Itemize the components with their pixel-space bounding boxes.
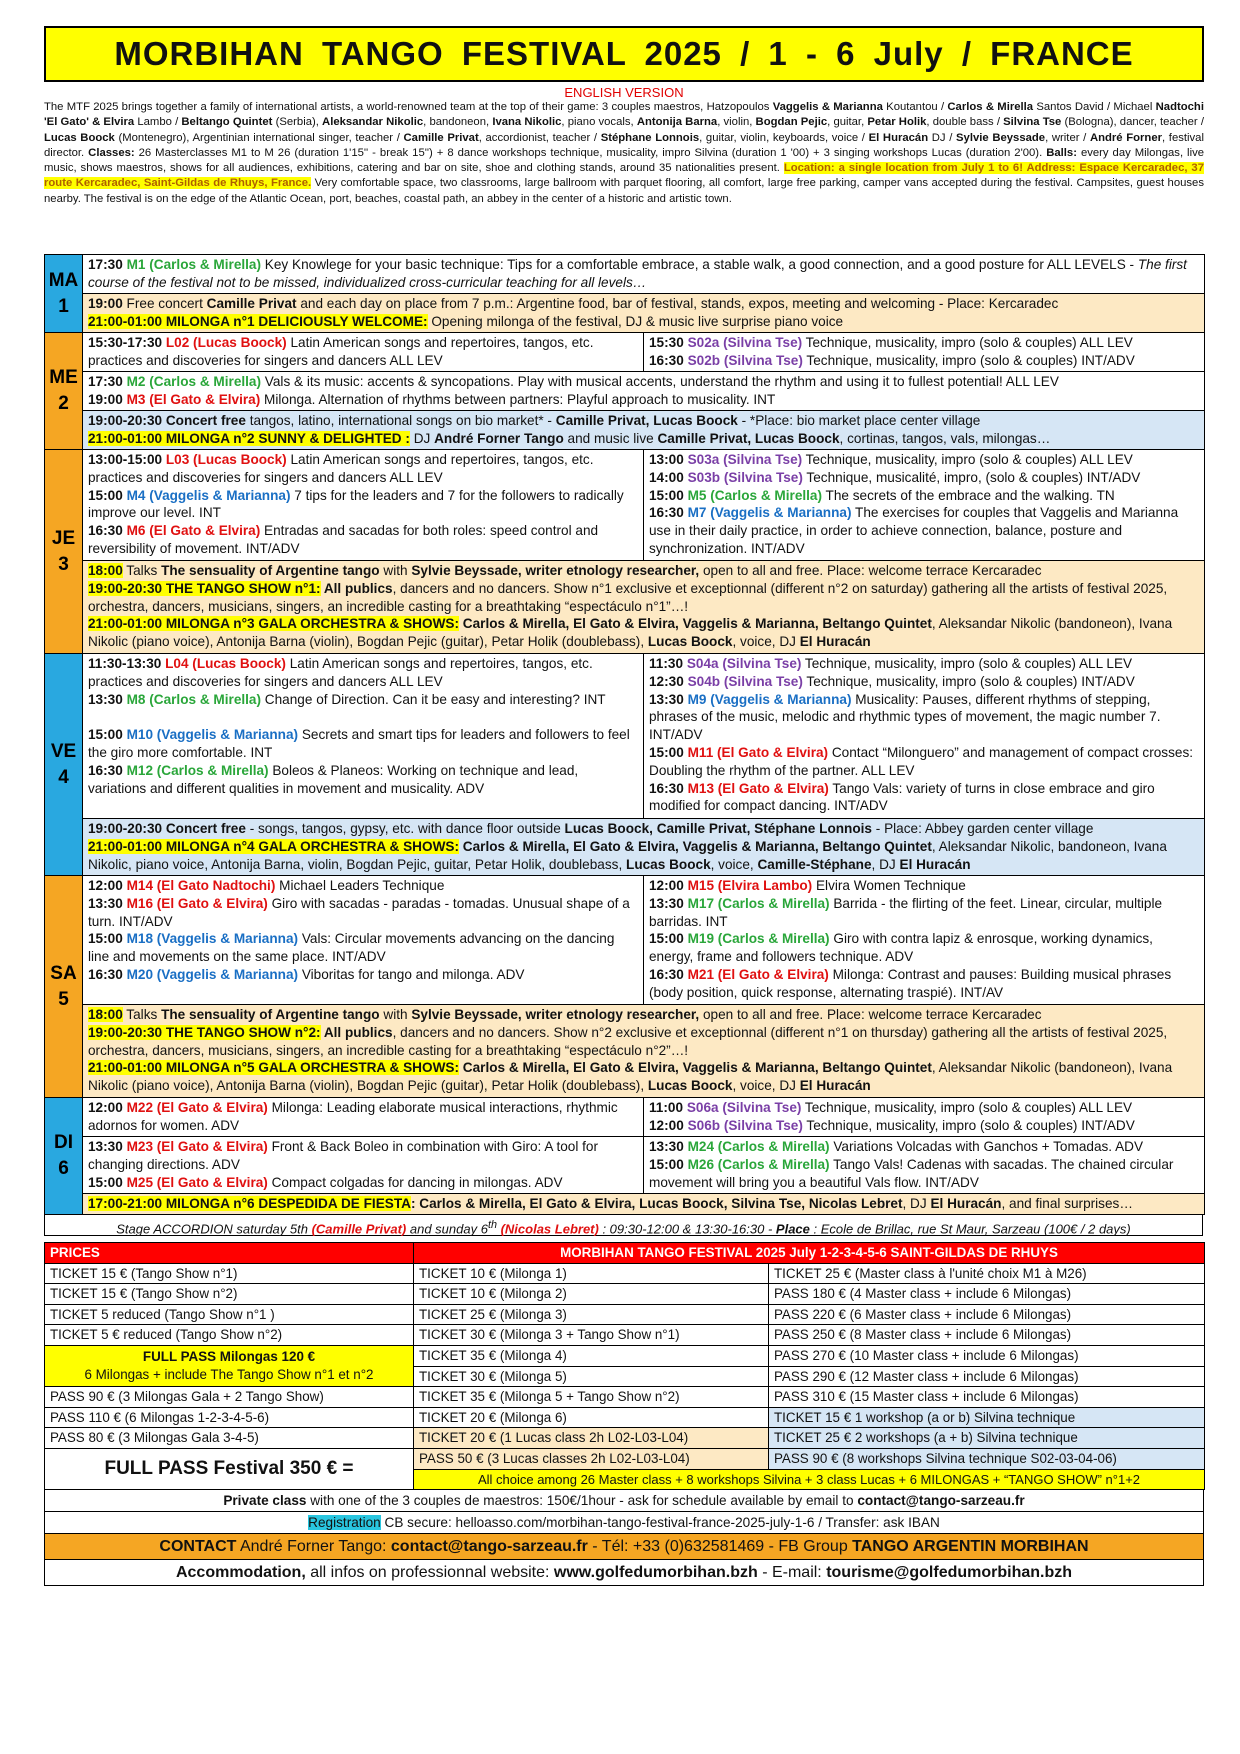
contact-line: CONTACT André Forner Tango: contact@tango-sarzeau.fr - Tél: +33 (0)632581469 - FB Group TANGO ARGENTIN MORBIHAN: [44, 1534, 1204, 1560]
price-cell: PASS 90 € (8 workshops Silvina technique S02-03-04-06): [769, 1448, 1205, 1469]
classes-je-left: 13:00-15:00 L03 (Lucas Boock) Latin American songs and repertoires, tangos, etc. practices and discoveries for singers and dancers ALL LEV 15:00 M4 (Vaggelis & Marianna) 7 tips for the leaders and 7 for the followers to radically improve our level. INT 16:30 M6 (El Gato & Elvira) Entradas and sacadas for both roles: speed control and reversibility of movement. INT/ADV: [83, 450, 644, 561]
schedule-row: [45, 294, 1205, 333]
classes-sa-left: 12:00 M14 (El Gato Nadtochi) Michael Leaders Technique 13:30 M16 (El Gato & Elvira) Giro with sacadas - paradas - tomadas. Unusual shape of a turn. INT/ADV 15:00 M18 (Vaggelis & Marianna) Vals: Circular movements advancing on the dancing line and movements on the same place. INT/ADV 16:30 M20 (Vaggelis & Marianna) Viboritas for tango and milonga. ADV: [83, 876, 644, 1005]
poster: [44, 26, 1204, 1586]
classes-m2-m3: 17:30 M2 (Carlos & Mirella) Vals & its music: accents & syncopations. Play with musical accents, understand the rhythm and using it to fullest potential! ALL LEV 19:00 M3 (El Gato & Elvira) Milonga. Alternation of rhythms between partners: Playful approach to musicality. INT: [83, 372, 1205, 411]
schedule-row: [45, 1005, 1205, 1098]
price-cell: TICKET 25 € 2 workshops (a + b) Silvina technique: [769, 1428, 1205, 1449]
workshops-di: 11:00 S06a (Silvina Tse) Technique, musicality, impro (solo & couples) ALL LEV 12:00 S06b (Silvina Tse) Technique, musicality, impro (solo & couples) INT/ADV: [644, 1098, 1205, 1137]
workshops-me: 15:30 S02a (Silvina Tse) Technique, musicality, impro (solo & couples) ALL LEV 16:30 S02b (Silvina Tse) Technique, musicality, impro (solo & couples) INT/ADV: [644, 333, 1205, 372]
price-cell: TICKET 15 € 1 workshop (a or b) Silvina technique: [769, 1407, 1205, 1428]
classes-ve-right: 11:30 S04a (Silvina Tse) Technique, musicality, impro (solo & couples) ALL LEV 12:30 S04b (Silvina Tse) Technique, musicality, impro (solo & couples) INT/ADV 13:30 M9 (Vaggelis & Marianna) Musicality: Pauses, different rhythms of stepping, phrases of the music, melodic and rhythmic types of movement, the magic number 7. INT/ADV 15:00 M11 (El Gato & Elvira) Contact “Milonguero” and management of compact crosses: Doubling the rhythm of the partner. ALL LEV 16:30 M13 (El Gato & Elvira) Tango Vals: variety of turns in close embrace and giro modified for compact dancing. INT/ADV: [644, 654, 1205, 819]
price-cell: PASS 180 € (4 Master class + include 6 Milongas): [769, 1284, 1205, 1305]
contact-email[interactable]: contact@tango-sarzeau.fr: [390, 1538, 588, 1556]
price-cell: TICKET 30 € (Milonga 5): [414, 1366, 769, 1387]
version-label: ENGLISH VERSION: [564, 85, 684, 100]
price-cell: TICKET 10 € (Milonga 1): [414, 1263, 769, 1284]
evening-ve: 19:00-20:30 Concert free - songs, tangos, gypsy, etc. with dance floor outside Lucas Boock, Camille Privat, Stéphane Lonnois - Place: Abbey garden center village 21:00-01:00 MILONGA n°4 GALA ORCHESTRA & SHOWS: Carlos & Mirella, El Gato & Elvira, Vaggelis & Marianna, Beltango Quintet, Aleksandar Nikolic, bandoneon, Ivana Nikolic, piano voice, Antonija Barna, violin, Bogdan Pejic, guitar, Petar Holik, doublebass, Lucas Boock, voice, Camille-Stéphane, DJ El Huracán: [83, 819, 1205, 876]
schedule-row: [45, 333, 1205, 372]
classes-sa-right: 12:00 M15 (Elvira Lambo) Elvira Women Technique 13:30 M17 (Carlos & Mirella) Barrida - the flirting of the feet. Linear, circular, multiple barridas. INT 15:00 M19 (Carlos & Mirella) Giro with contra lapiz & enrosque, working dynamics, energy, frame and followers technique. ADV 16:30 M21 (El Gato & Elvira) Milonga: Contrast and pauses: Building musical phrases (body position, quick response, alternating traspié). INT/AV: [644, 876, 1205, 1005]
schedule-table: [44, 254, 1205, 1215]
class-l02: 15:30-17:30 L02 (Lucas Boock) Latin American songs and repertoires, tangos, etc. practices and discoveries for singers and dancers ALL LEV: [83, 333, 644, 372]
evening-di: 17:00-21:00 MILONGA n°6 DESPEDIDA DE FIESTA: Carlos & Mirella, El Gato & Elvira, Lucas Boock, Silvina Tse, Nicolas Lebret, DJ El Huracán, and final surprises…: [83, 1194, 1205, 1215]
schedule-row: [45, 654, 1205, 819]
accommodation-line: Accommodation, all infos on professionnal website: www.golfedumorbihan.bzh - E-mail: tourisme@golfedumorbihan.bzh: [44, 1560, 1204, 1586]
price-cell: TICKET 15 € (Tango Show n°1): [45, 1263, 414, 1284]
price-cell: TICKET 15 € (Tango Show n°2): [45, 1284, 414, 1305]
full-pass-milongas: FULL PASS Milongas 120 € 6 Milongas + include The Tango Show n°1 et n°2: [45, 1345, 414, 1386]
day-cell-sa: SA 5: [45, 876, 83, 1098]
tourism-email[interactable]: tourisme@golfedumorbihan.bzh: [826, 1564, 1073, 1582]
evening-sa: 18:00 Talks The sensuality of Argentine tango with Sylvie Beyssade, writer etnology researcher, open to all and free. Place: welcome terrace Kercaradec 19:00-20:30 THE TANGO SHOW n°2: All publics, dancers and no dancers. Show n°2 exclusive et exceptionnal (different n°1 on thursday) gathering all the artists of festival 2025, orchestra, dancers, musicians, singers, an incredible casting for a breathtaking “espectáculo n°2”…! 21:00-01:00 MILONGA n°5 GALA ORCHESTRA & SHOWS: Carlos & Mirella, El Gato & Elvira, Vaggelis & Marianna, Beltango Quintet, Aleksandar Nikolic (bandoneon), Ivana Nikolic (piano voice), Antonija Barna (violin), Bogdan Pejic (guitar), Petar Holik (doublebass), Lucas Boock, voice, DJ El Huracán: [83, 1005, 1205, 1098]
price-cell: TICKET 20 € (Milonga 6): [414, 1407, 769, 1428]
price-cell: TICKET 5 € reduced (Tango Show n°2): [45, 1325, 414, 1346]
evening-ma: 19:00 Free concert Camille Privat and each day on place from 7 p.m.: Argentine food, bar of festival, stands, expos, meeting and welcoming - Place: Kercaradec 21:00-01:00 MILONGA n°1 DELICIOUSLY WELCOME: Opening milonga of the festival, DJ & music live surprise piano voice: [83, 294, 1205, 333]
price-cell: TICKET 35 € (Milonga 4): [414, 1345, 769, 1366]
day-cell-ma: MA 1: [45, 255, 83, 333]
full-pass-festival-desc: All choice among 26 Master class + 8 workshops Silvina + 3 class Lucas + 6 MILONGAS + “TANGO SHOW” n°1+2: [414, 1469, 1205, 1490]
schedule-row: [45, 1194, 1205, 1215]
price-cell: PASS 250 € (8 Master class + include 6 Milongas): [769, 1325, 1205, 1346]
price-cell: TICKET 20 € (1 Lucas class 2h L02-L03-L04): [414, 1428, 769, 1449]
intro-paragraph: The MTF 2025 brings together a family of international artists, a world-renowned team at the top of their game: 3 couples maestros, Hatzopoulos Vaggelis & Marianna Koutantou / Carlos & Mirella Santos David / Michael Nadtochi 'El Gato' & Elvira Lambo / Beltango Quintet (Serbia), Aleksandar Nikolic, bandoneon, Ivana Nikolic, piano vocals, Antonija Barna, violin, Bogdan Pejic, guitar, Petar Holik, double bass / Silvina Tse (Bologna), dancer, teacher / Lucas Boock (Montenegro), Argentinian international singer, teacher / Camille Privat, accordionist, teacher / Stéphane Lonnois, guitar, violin, keyboards, voice / El Huracán DJ / Sylvie Beyssade, writer / André Forner, festival director. Classes: 26 Masterclasses M1 to M 26 (duration 1'15'' - break 15'') + 8 dance workshops technique, musicality, impro Silvina (duration 1 '00) + 3 singing workshops Lucas (duration 2'00). Balls: every day Milongas, live music, shows maestros, shows for all audiences, exhibitions, catering and bar on site, shoe and clothing stands, around 35 nationalities present. Location: a single location from July 1 to 6! Address: Espace Kercaradec, 37 route Kercaradec, Saint-Gildas de Rhuys, France. Very comfortable space, two classrooms, large ballroom with parquet flooring, all comfort, large free parking, camper vans accepted during the festival. Campsites, guest houses nearby. The festival is on the edge of the Atlantic Ocean, port, beaches, coastal path, an abbey in the center of a historic and artistic town.: [44, 101, 1204, 205]
schedule-row: [45, 411, 1205, 450]
classes-di-left: 13:30 M23 (El Gato & Elvira) Front & Back Boleo in combination with Giro: A tool for changing directions. ADV 15:00 M25 (El Gato & Elvira) Compact colgadas for dancing in milongas. ADV: [83, 1137, 644, 1194]
class-m22: 12:00 M22 (El Gato & Elvira) Milonga: Leading elaborate musical interactions, rhythmic adornos for women. ADV: [83, 1098, 644, 1137]
price-cell: TICKET 25 € (Milonga 3): [414, 1304, 769, 1325]
schedule-row: [45, 561, 1205, 654]
evening-me: 19:00-20:30 Concert free tangos, latino, international songs on bio market* - Camille Privat, Lucas Boock - *Place: bio market place center village 21:00-01:00 MILONGA n°2 SUNNY & DELIGHTED : DJ André Forner Tango and music live Camille Privat, Lucas Boock, cortinas, tangos, vals, milongas…: [83, 411, 1205, 450]
location-highlight: Location: a single location from July 1 to 6! Address: Espace Kercaradec, 37 route Kercaradec, Saint-Gildas de Rhuys, France.: [44, 162, 1204, 190]
classes-je-right: 13:00 S03a (Silvina Tse) Technique, musicality, impro (solo & couples) ALL LEV 14:00 S03b (Silvina Tse) Technique, musicalité, impro, (solo & couples) INT/ADV 15:00 M5 (Carlos & Mirella) The secrets of the embrace and the walking. TN 16:30 M7 (Vaggelis & Marianna) The exercises for couples that Vaggelis and Marianna use in their daily practice, in order to achieve connection, balance, posture and synchronization. INT/ADV: [644, 450, 1205, 561]
day-cell-je: JE 3: [45, 450, 83, 654]
tourism-website-link[interactable]: www.golfedumorbihan.bzh: [553, 1564, 758, 1582]
page-title: MORBIHAN TANGO FESTIVAL 2025 / 1 - 6 July / FRANCE: [44, 26, 1204, 82]
price-cell: TICKET 10 € (Milonga 2): [414, 1284, 769, 1305]
price-cell: PASS 290 € (12 Master class + include 6 Milongas): [769, 1366, 1205, 1387]
prices-table: [44, 1242, 1205, 1490]
day-cell-ve: VE 4: [45, 654, 83, 876]
price-cell: PASS 80 € (3 Milongas Gala 3-4-5): [45, 1428, 414, 1449]
registration-link[interactable]: helloasso.com/morbihan-tango-festival-france-2025-july-1-6: [455, 1515, 815, 1531]
day-cell-di: DI 6: [45, 1098, 83, 1215]
class-m1: 17:30 M1 (Carlos & Mirella) Key Knowlege for your basic technique: Tips for a comfortable embrace, a stable walk, a good connection, and a good posture for ALL LEVELS - The first course of the festival not to be missed, individualized cross-curricular teaching for all levels…: [83, 255, 1205, 294]
schedule-row: [45, 1098, 1205, 1137]
full-pass-festival: FULL PASS Festival 350 € =: [45, 1448, 414, 1489]
price-cell: PASS 270 € (10 Master class + include 6 Milongas): [769, 1345, 1205, 1366]
evening-je: 18:00 Talks The sensuality of Argentine tango with Sylvie Beyssade, writer etnology researcher, open to all and free. Place: welcome terrace Kercaradec 19:00-20:30 THE TANGO SHOW n°1: All publics, dancers and no dancers. Show n°1 exclusive et exceptionnal (different n°2 on saturday) gathering all the artists of festival 2025, orchestra, dancers, musicians, singers, an incredible casting for a breathtaking “espectáculo n°1”…! 21:00-01:00 MILONGA n°3 GALA ORCHESTRA & SHOWS: Carlos & Mirella, El Gato & Elvira, Vaggelis & Marianna, Beltango Quintet, Aleksandar Nikolic (bandoneon), Ivana Nikolic (piano voice), Antonija Barna (violin), Bogdan Pejic (guitar), Petar Holik (doublebass), Lucas Boock, voice, DJ El Huracán: [83, 561, 1205, 654]
schedule-row: [45, 1137, 1205, 1194]
schedule-row: [45, 819, 1205, 876]
schedule-row: [45, 876, 1205, 1005]
price-cell: PASS 310 € (15 Master class + include 6 Milongas): [769, 1387, 1205, 1408]
day-cell-me: ME 2: [45, 333, 83, 450]
schedule-row: [45, 255, 1205, 294]
accordion-stage-note: Stage ACCORDION saturday 5th (Camille Privat) and sunday 6th (Nicolas Lebret) : 09:30-12:00 & 13:30-16:30 - Place : Ecole de Brillac, rue St Maur, Sarzeau (100€ / 2 days): [44, 1215, 1203, 1236]
classes-di-right: 13:30 M24 (Carlos & Mirella) Variations Volcadas with Ganchos + Tomadas. ADV 15:00 M26 (Carlos & Mirella) Tango Vals! Cadenas with sacadas. The chained circular movement will bring you a beautiful Vals flow. INT/ADV: [644, 1137, 1205, 1194]
price-cell: TICKET 5 reduced (Tango Show n°1 ): [45, 1304, 414, 1325]
registration-line: Registration CB secure: helloasso.com/morbihan-tango-festival-france-2025-july-1-6 / Transfer: ask IBAN: [44, 1512, 1204, 1534]
price-cell: TICKET 35 € (Milonga 5 + Tango Show n°2): [414, 1387, 769, 1408]
price-cell: PASS 220 € (6 Master class + include 6 Milongas): [769, 1304, 1205, 1325]
private-class-line: Private class with one of the 3 couples de maestros: 150€/1hour - ask for schedule available by email to contact@tango-sarzeau.fr: [44, 1490, 1204, 1512]
schedule-row: [45, 450, 1205, 561]
price-cell: TICKET 25 € (Master class à l'unité choix M1 à M26): [769, 1263, 1205, 1284]
price-cell: PASS 90 € (3 Milongas Gala + 2 Tango Show): [45, 1387, 414, 1408]
prices-label: PRICES: [45, 1243, 414, 1264]
price-cell: PASS 50 € (3 Lucas classes 2h L02-L03-L04): [414, 1448, 769, 1469]
schedule-row: [45, 372, 1205, 411]
prices-header: MORBIHAN TANGO FESTIVAL 2025 July 1-2-3-4-5-6 SAINT-GILDAS DE RHUYS: [414, 1243, 1205, 1264]
price-cell: TICKET 30 € (Milonga 3 + Tango Show n°1): [414, 1325, 769, 1346]
classes-ve-left: 11:30-13:30 L04 (Lucas Boock) Latin American songs and repertoires, tangos, etc. practices and discoveries for singers and dancers ALL LEV 13:30 M8 (Carlos & Mirella) Change of Direction. Can it be easy and interesting? INT 15:00 M10 (Vaggelis & Marianna) Secrets and smart tips for leaders and followers to feel the giro more comfortable. INT 16:30 M12 (Carlos & Mirella) Boleos & Planeos: Working on technique and lead, variations and different qualities in movement and musicality. ADV: [83, 654, 644, 819]
price-cell: PASS 110 € (6 Milongas 1-2-3-4-5-6): [45, 1407, 414, 1428]
